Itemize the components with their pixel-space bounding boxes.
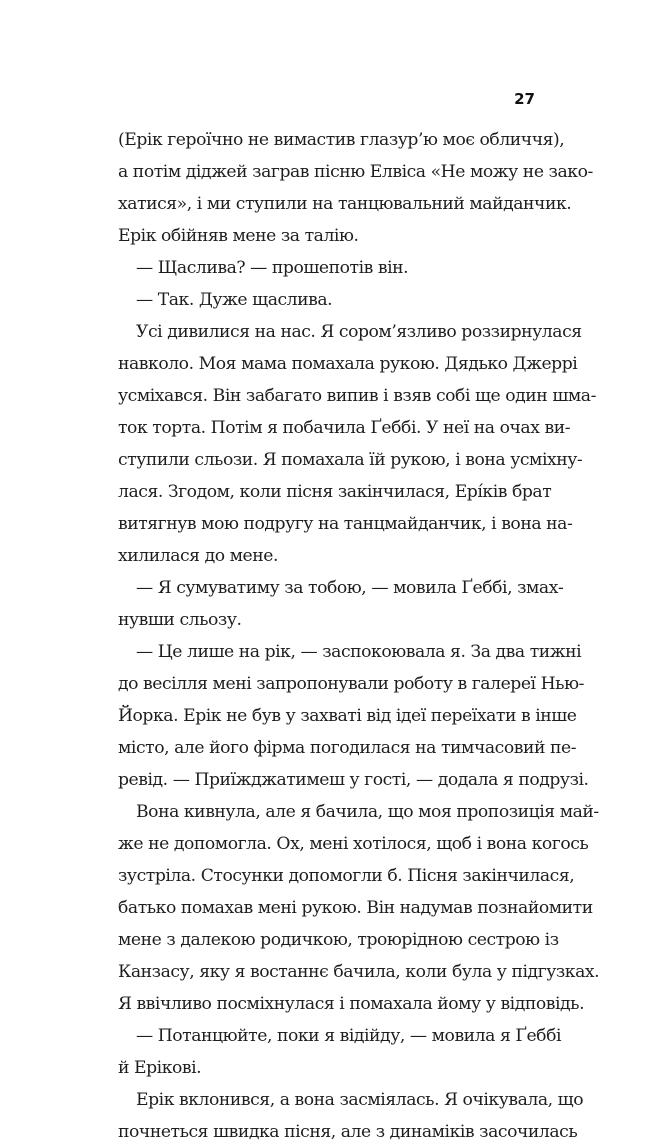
text-line: же не допомогла. Ох, мені хотілося, щоб і вона когось [118,834,589,854]
text-line: місто, але його фірма погодилася на тимчасовий пе- [118,738,577,758]
text-line: Ерік обійняв мене за талію. [118,226,359,246]
text-line: Усі дивилися на нас. Я сором’язливо роззирнулася [136,322,582,342]
text-line: мене з далекою родичкою, троюрідною сестрою із [118,930,559,950]
text-line: Канзасу, яку я востаннє бачила, коли була у підгузках. [118,962,600,982]
text-line: почнеться швидка пісня, але з динаміків засочилась [118,1122,578,1142]
text-line: а потім діджей заграв пісню Елвіса «Не можу не зако- [118,162,593,182]
text-line: батько помахав мені рукою. Він надумав познайомити [118,898,593,918]
text-line: Я ввічливо посміхнулася і помахала йому у відповідь. [118,994,585,1014]
text-line: — Потанцюйте, поки я відійду, — мовила я Ґеббі [136,1026,562,1046]
text-line: — Це лише на рік, — заспокоювала я. За два тижні [136,642,582,662]
text-line: до весілля мені запропонували роботу в галереї Нью- [118,674,584,694]
text-line: (Ерік героїчно не вимастив глазур’ю моє обличчя), [118,130,565,150]
text-line: — Я сумуватиму за тобою, — мовила Ґеббі, змах- [136,578,564,598]
text-line: ступили сльози. Я помахала їй рукою, і вона усміхну- [118,450,583,470]
text-line: ток торта. Потім я побачила Ґеббі. У неї на очах ви- [118,418,571,438]
text-line: нувши сльозу. [118,610,242,630]
page-number: 27 [514,90,535,108]
text-line: Вона кивнула, але я бачила, що моя пропозиція май- [136,802,599,822]
body-text [118,124,600,1148]
text-line: зустріла. Стосунки допомогли б. Пісня закінчилася, [118,866,575,886]
text-line: Ерік вклонився, а вона засміялась. Я очікувала, що [136,1090,584,1110]
text-line: — Щаслива? — прошепотів він. [136,258,409,278]
text-line: усміхався. Він забагато випив і взяв собі ще один шма- [118,386,596,406]
text-line: лася. Згодом, коли пісня закінчилася, Ерíків брат [118,482,552,502]
text-line: ревід. — Приїжджатимеш у гості, — додала я подрузі. [118,770,589,790]
text-line: й Ерікові. [118,1058,202,1078]
text-line: — Так. Дуже щаслива. [136,290,333,310]
text-line: навколо. Моя мама помахала рукою. Дядько Джеррі [118,354,578,374]
text-line: хилилася до мене. [118,546,278,566]
text-line: витягнув мою подругу на танцмайданчик, і вона на- [118,514,573,534]
text-line: Йорка. Ерік не був у захваті від ідеї переїхати в інше [118,706,577,726]
text-line: хатися», і ми ступили на танцювальний майданчик. [118,194,572,214]
